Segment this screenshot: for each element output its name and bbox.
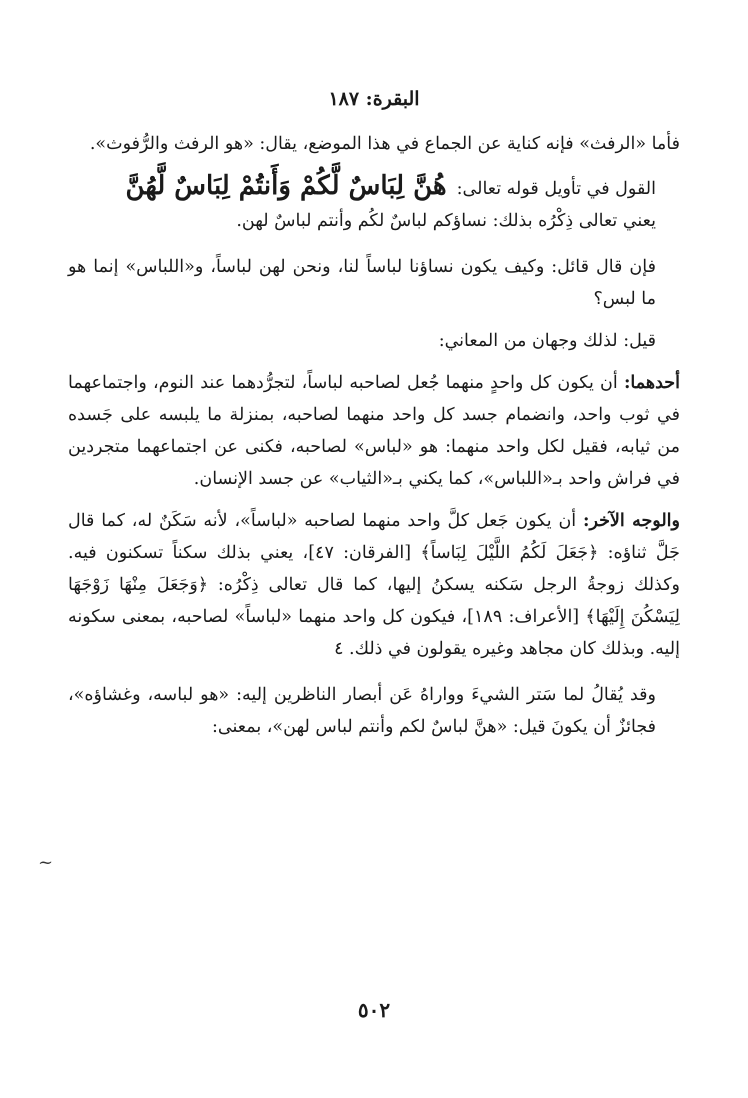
first-meaning-text: أن يكون كل واحدٍ منهما جُعل لصاحبه لباساً، لتجرُّدهما عند النوم، واجتماعهما في ثوب واحد، وانضمام جسد كل واحد منهما لصاحبه، بمنزلة ما يلبسه على جَسده من ثيابه، فقيل لكل واحد منهما: هو «لباس» لصاحبه، فكنى عن اجتماعهما متجردين في فراش واحد بـ«اللباس»، كما يكني بـ«الثياب» عن جسد الإنسان. (68, 373, 680, 489)
page-number: ٥٠٢ (357, 998, 391, 1022)
first-meaning-label: أحدهما: (623, 373, 680, 393)
paragraph-question: فإن قال قائل: وكيف يكون نساؤنا لباساً لنا، ونحن لهن لباساً، و«اللباس» إنما هو ما لبس؟ (68, 257, 656, 309)
paragraph-covering: وقد يُقالُ لما سَتر الشيءَ وواراهُ عَن أبصار الناظرين إليه: «هو لباسه، وغشاؤه»، فجائزٌ أن يكونَ قيل: «هنَّ لباسٌ لكم وأنتم لباس لهن»، بمعنى: (68, 685, 656, 737)
paragraph-second-meaning (68, 505, 680, 665)
paragraph-first-meaning (68, 367, 680, 495)
second-meaning-label: والوجه الآخر: (582, 511, 680, 531)
margin-mark: ~ (38, 852, 54, 873)
page-body (68, 128, 680, 743)
verse-heading (68, 160, 680, 205)
paragraph-meaning: يعني تعالى ذِكْرُه بذلك: نساؤكم لباسٌ لكُم وأنتم لباسٌ لهن. (236, 211, 656, 231)
second-meaning-text: أن يكون جَعل كلَّ واحد منهما لصاحبه «لباساً»، لأنه سَكَنٌ له، كما قال جَلَّ ثناؤه: ﴿جَعَلَ لَكُمُ اللَّيْلَ لِبَاساً﴾ [الفرقان: ٤٧]، يعني بذلك سكناً تسكنون فيه. وكذلك زوجةُ الرجل سَكنه يسكنُ إليها، كما قال تعالى ذِكْرُه: ﴿وَجَعَلَ مِنْهَا زَوْجَهَا لِيَسْكُنَ إِلَيْهَا﴾ [الأعراف: ١٨٩]، فيكون كل واحد منهما «لباساً» لصاحبه، بمعنى سكونه إليه. وبذلك كان مجاهد وغيره يقولون في ذلك. ٤ (68, 511, 680, 659)
quran-verse: هُنَّ لِبَاسٌ لَّكُمْ وَأَنتُمْ لِبَاسٌ لَّهُنَّ (125, 171, 447, 201)
paragraph-answer-intro: قيل: لذلك وجهان من المعاني: (438, 331, 656, 351)
verse-heading-prefix: القول في تأويل قوله تعالى: (456, 179, 656, 199)
page-header: البقرة: ١٨٧ (328, 88, 420, 110)
paragraph-rafath: فأما «الرفث» فإنه كناية عن الجماع في هذا الموضع، يقال: «هو الرفث والرُّفوث». (89, 134, 680, 154)
